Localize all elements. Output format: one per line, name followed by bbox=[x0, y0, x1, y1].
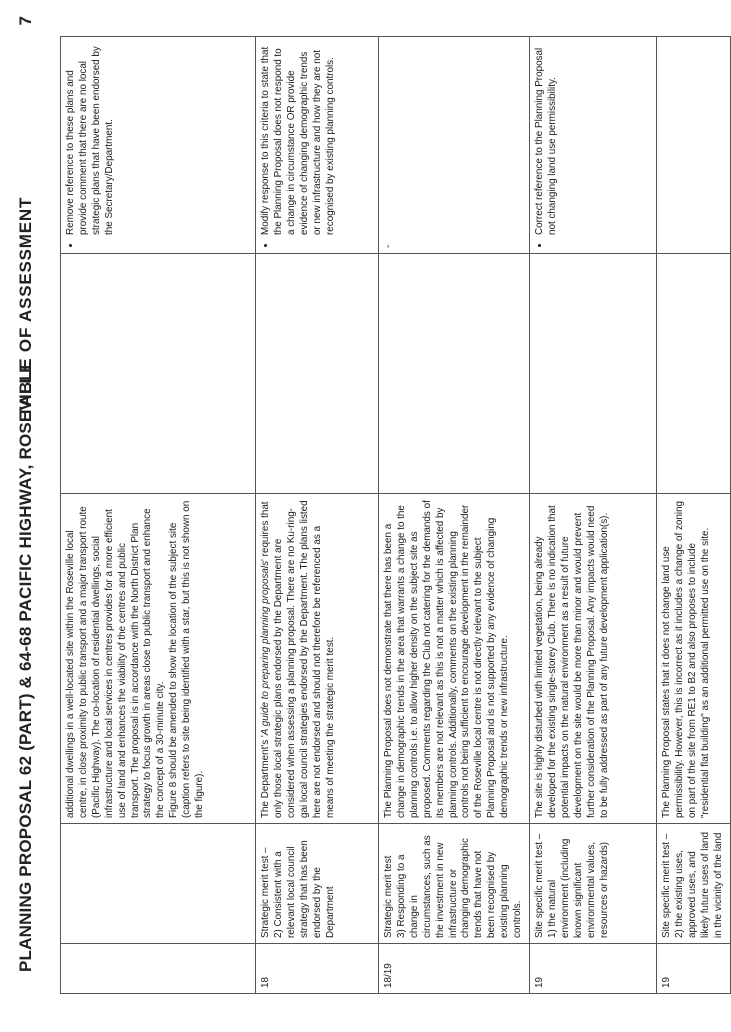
assessment-cell bbox=[256, 494, 379, 824]
recommendation-cell bbox=[61, 37, 256, 254]
test-description: 2) Consistent with a relevant local council strategy that has been endorsed by the Department bbox=[272, 840, 336, 938]
table-row bbox=[656, 37, 730, 994]
test-cell bbox=[529, 824, 656, 944]
assessment-cell bbox=[529, 494, 656, 824]
recommendation-cell bbox=[529, 37, 656, 254]
table-row bbox=[256, 37, 379, 994]
test-cell bbox=[256, 824, 379, 944]
ref-cell: 18/19 bbox=[379, 944, 530, 994]
test-cell bbox=[61, 824, 256, 944]
assessment-cell bbox=[379, 494, 530, 824]
table-row bbox=[529, 37, 656, 994]
test-description: 1) the natural environment (including known significant environmental values, resources or hazards) bbox=[546, 838, 610, 938]
recommendation-text: • Modify response to this criteria to state that the Planning Proposal does not respond to a change in circumstance OR provide evidence of changing demographic trends or new infrastructure and how they are not recognised by existing planning controls. bbox=[260, 42, 337, 235]
page-header bbox=[6, 2, 46, 982]
particular-cell bbox=[379, 254, 530, 494]
particular-cell bbox=[656, 254, 730, 494]
document-title: PLANNING PROPOSAL 62 (PART) & 64-68 PACIFIC HIGHWAY, ROSEVILLE bbox=[16, 361, 35, 972]
test-description: 2) the existing uses, approved uses, and likely future uses of land in the vicinity of the land bbox=[673, 832, 724, 938]
test-cell bbox=[656, 824, 730, 944]
table-title: TABLE OF ASSESSMENT bbox=[16, 196, 35, 417]
page-number: 7 bbox=[16, 16, 35, 26]
test-heading: Strategic merit test – bbox=[260, 847, 271, 938]
ref-cell bbox=[61, 944, 256, 994]
assessment-text: The site is highly disturbed with limited vegetation, being already developed for the existing single-storey Club. There is no indication that potential impacts on the natural environment as a result of future development on the site would be more than minor and would prevent further consideration of the Planning Proposal. Any impacts would need to be fully addressed as part of any future development application(s). bbox=[533, 505, 610, 818]
test-heading: Site specific merit test – bbox=[660, 833, 672, 938]
assessment-text: The Department's 'A guide to preparing planning proposals' requires that only those local strategic plans endorsed by the Department are considered when assessing a planning proposal. There are no Ku-ring-gai local council strategies endorsed by the Department. The plans listed here are not endorsed and should not therefore be referenced as a means of meeting the strategic merit test. bbox=[260, 500, 336, 818]
assessment-cell bbox=[61, 494, 256, 824]
assessment-text: The Planning Proposal states that it does not change land use permissibility. However, this is incorrect as it includes a change of zoning on part of the site from RE1 to B2 and also proposes to include "residential flat building" as an additional permitted use on the site. bbox=[660, 500, 711, 818]
recommendation-text: • Remove reference to these plans and provide comment that there are no local strategic plans that have been endorsed by the Secretary/Department. bbox=[65, 42, 117, 235]
ref-cell: 19 bbox=[529, 944, 656, 994]
recommendation-text: - bbox=[383, 244, 394, 248]
test-heading: Strategic merit test bbox=[383, 855, 394, 938]
assessment-cell bbox=[656, 494, 730, 824]
particular-cell bbox=[61, 254, 256, 494]
particular-cell bbox=[529, 254, 656, 494]
ref-cell: 19 bbox=[656, 944, 730, 994]
document-reference: A guide to preparing planning proposals bbox=[260, 560, 271, 736]
table-row bbox=[379, 37, 530, 994]
test-heading: Site specific merit test – bbox=[533, 833, 545, 938]
ref-cell: 18 bbox=[256, 944, 379, 994]
recommendation-cell bbox=[656, 37, 730, 254]
assessment-table bbox=[60, 36, 731, 994]
assessment-text: Figure 8 should be amended to show the location of the subject site (caption refers to site being identified with a star, but this is not shown on the figure). bbox=[168, 500, 206, 818]
assessment-text: The Planning Proposal does not demonstrate that there has been a change in demographic trends in the area that warrants a change to the planning controls i.e. to allow higher density on the subject site as proposed. Comments regarding the Club not catering for the demands of its members are not relevant as this is not a matter which is affected by planning controls. Additionally, comments on the existing planning controls not being sufficient to encourage development in the remainder of the Roseville local centre is not directly relevant to the subject Planning Proposal and is not supported by any evidence of changing demographic trends or new infrastructure. bbox=[383, 500, 511, 818]
assessment-text: additional dwellings in a well-located site within the Roseville local centre, in close proximity to public transport and a major transport route (Pacific Highway). The co-location of residential dwellings, social infrastructure and local services in centres provides for a more efficient use of land and enhances the viability of the centres and public transport. The proposal is in accordance with the North District Plan strategy to focus growth in areas close to public transport and enhance the concept of a 30-minute city. bbox=[65, 506, 167, 818]
particular-cell bbox=[256, 254, 379, 494]
table-row bbox=[61, 37, 256, 994]
recommendation-cell bbox=[256, 37, 379, 254]
test-description: 3) Responding to a change in circumstances, such as the investment in new infrastructure or changing demographic trends that have not been recognised by existing planning controls. bbox=[395, 835, 524, 938]
recommendation-cell bbox=[379, 37, 530, 254]
recommendation-text: • Correct reference to the Planning Proposal not changing land use permissibility. bbox=[534, 42, 560, 235]
test-cell bbox=[379, 824, 530, 944]
